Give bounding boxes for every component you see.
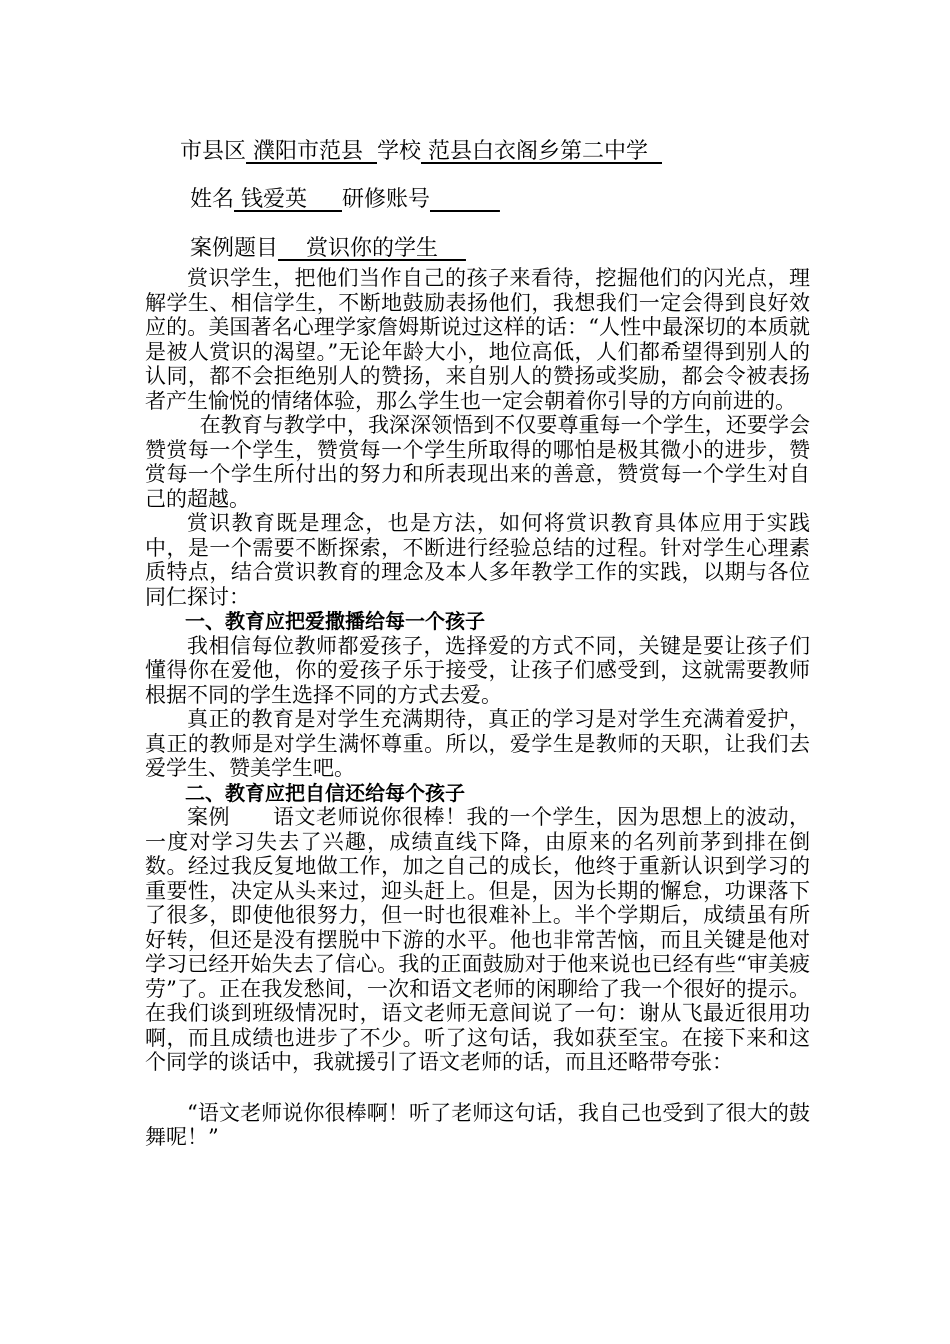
account-label: 研修账号 — [341, 187, 430, 212]
section-heading-1: 一、教育应把爱撒播给每一个孩子 — [185, 609, 485, 633]
account-value — [430, 187, 500, 212]
paragraph-3: 赏识教育既是理念，也是方法，如何将赏识教育具体应用于实践中，是一个需要不断探索，不断进行经验总结的过程。针对学生心理素质特点，结合赏识教育的理念及本人多年教学工作的实践，以期与各位同仁探讨： — [145, 511, 810, 609]
county-value: 濮阳市范县 — [246, 139, 377, 164]
name-value: 钱爱英 — [234, 187, 342, 212]
name-account-line — [190, 186, 500, 214]
county-school-line — [180, 138, 662, 166]
school-label: 学校 — [377, 139, 422, 164]
name-label: 姓名 — [190, 187, 235, 212]
paragraph-2: 在教育与教学中，我深深领悟到不仅要尊重每一个学生，还要学会赞赏每一个学生，赞赏每一个学生所取得的哪怕是极其微小的进步，赞赏每一个学生所付出的努力和所表现出来的善意，赞赏每一个学生对自己的超越。 — [145, 413, 810, 511]
topic-label: 案例题目 — [190, 236, 279, 261]
blank-line — [145, 1075, 810, 1101]
paragraph-7-quote: “语文老师说你很棒啊！听了老师这句话，我自己也受到了很大的鼓舞呢！” — [145, 1100, 810, 1149]
topic-line — [190, 235, 466, 263]
paragraph-5: 真正的教育是对学生充满期待，真正的学习是对学生充满着爱护，真正的教师是对学生满怀尊重。所以，爱学生是教师的天职，让我们去爱学生、赞美学生吧。 — [145, 707, 810, 780]
paragraph-4: 我相信每位教师都爱孩子，选择爱的方式不同，关键是要让孩子们懂得你在爱他，你的爱孩子乐于接受，让孩子们感受到，这就需要教师根据不同的学生选择不同的方式去爱。 — [145, 633, 810, 707]
paragraph-6-case: 案例 语文老师说你很棒！我的一个学生，因为思想上的波动，一度对学习失去了兴趣，成绩直线下降，由原来的名列前茅到排在倒数。经过我反复地做工作，加之自己的成长，他终于重新认识到学习的重要性，决定从头来过，迎头赶上。但是，因为长期的懈怠，功课落下了很多，即使他很努力，但一时也很难补上。半个学期后，成绩虽有所好转，但还是没有摆脱中下游的水平。他也非常苦恼，而且关键是他对学习已经开始失去了信心。我的正面鼓励对于他来说也已经有些“审美疲劳”了。正在我发愁间，一次和语文老师的闲聊给了我一个很好的提示。在我们谈到班级情况时，语文老师无意间说了一句：谢从飞最近很用功啊，而且成绩也进步了不少。听了这句话，我如获至宝。在接下来和这个同学的谈话中，我就援引了语文老师的话，而且还略带夸张： — [145, 805, 810, 1074]
county-label: 市县区 — [180, 139, 247, 164]
section-heading-2: 二、教育应把自信还给每个孩子 — [185, 780, 465, 805]
topic-value: 赏识你的学生 — [278, 236, 466, 261]
paragraph-1: 赏识学生，把他们当作自己的孩子来看待，挖掘他们的闪光点，理解学生、相信学生，不断地鼓励表扬他们，我想我们一定会得到良好效应的。美国著名心理学家詹姆斯说过这样的话：“人性中最深切的本质就是被人赏识的渴望。”无论年龄大小，地位高低，人们都希望得到别人的认同，都不会拒绝别人的赞扬，来自别人的赞扬或奖励，都会令被表扬者产生愉悦的情绪体验，那么学生也一定会朝着你引导的方向前进的。 — [145, 266, 810, 413]
school-value: 范县白衣阁乡第二中学 — [421, 139, 662, 164]
article-body — [145, 266, 810, 1150]
